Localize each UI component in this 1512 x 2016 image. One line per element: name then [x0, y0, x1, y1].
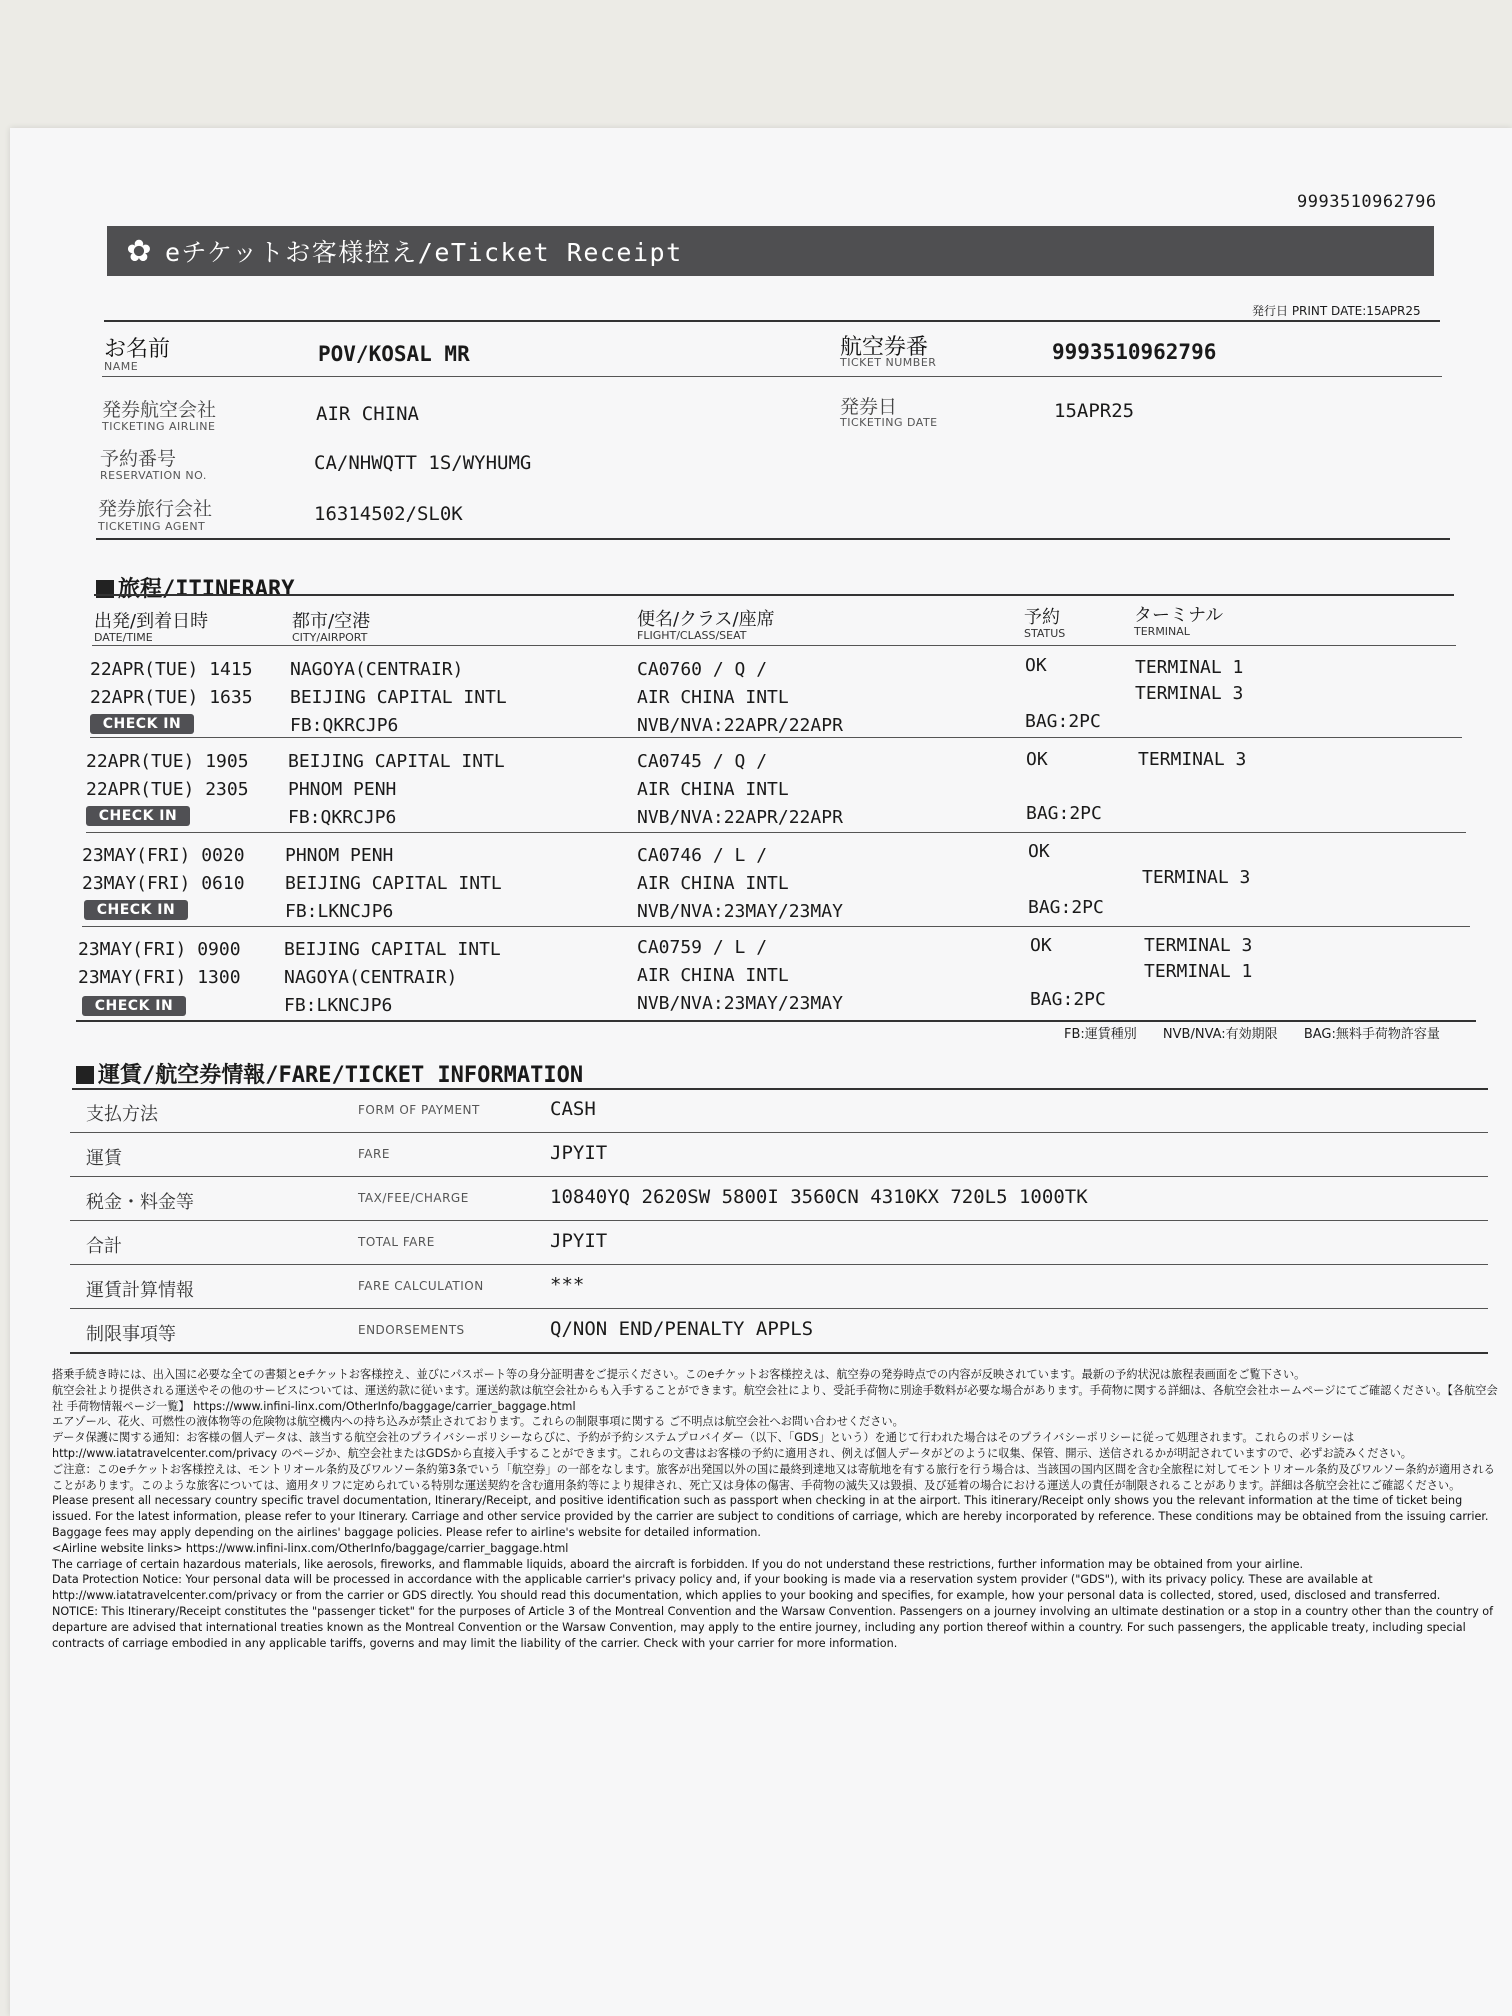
legend-nvb: NVB/NVA:有効期限 — [1162, 1027, 1278, 1042]
col-status-en: STATUS — [1024, 627, 1066, 640]
arrival-datetime: 22APR(TUE) 1635 — [90, 687, 253, 708]
endorsements-label-en: ENDORSEMENTS — [358, 1323, 465, 1337]
calc-label-jp: 運賃計算情報 — [86, 1280, 194, 1301]
divider — [96, 538, 1450, 540]
arrival-city: BEIJING CAPITAL INTL — [290, 687, 507, 708]
airline-label-en: TICKETING AIRLINE — [102, 420, 216, 433]
fare-label-jp: 運賃 — [86, 1148, 122, 1169]
notice-paragraph: Data Protection Notice: Your personal data will be processed in accordance with the applicable carrier's privacy policy and, if your booking is made via a reservation system provider ("GDS"), with its privacy policy. These are available at http://www.iatatravelcenter.com/privacy or from the carrier or GDS directly. You should read this documentation, which applies to your booking and specifies, for example, how your personal data is collected, stored, used, disclosed and transferred. — [52, 1573, 1441, 1603]
tax-label-en: TAX/FEE/CHARGE — [358, 1191, 469, 1205]
carrier: AIR CHINA INTL — [637, 873, 789, 894]
fare-basis: FB:QKRCJP6 — [288, 807, 397, 828]
flight-segment — [90, 656, 1490, 748]
check-in-button[interactable]: CHECK IN — [82, 996, 186, 1016]
endorsements-value: Q/NON END/PENALTY APPLS — [550, 1318, 814, 1340]
fare-row-tax — [70, 1178, 1488, 1221]
col-city-jp: 都市/空港 — [292, 611, 371, 632]
carrier: AIR CHINA INTL — [637, 687, 789, 708]
baggage: BAG:2PC — [1028, 897, 1104, 918]
fare-label-en: FARE — [358, 1147, 390, 1161]
fare-row-total — [70, 1222, 1488, 1265]
departure-city: NAGOYA(CENTRAIR) — [290, 659, 464, 680]
notice-paragraph: The carriage of certain hazardous materials, like aerosols, fireworks, and flammable liquids, aboard the aircraft is forbidden. If you do not understand these restrictions, further information may be obtained from your airline. — [52, 1557, 1304, 1571]
ticket-number: 9993510962796 — [1052, 340, 1217, 364]
divider — [102, 376, 1442, 377]
tax-label-jp: 税金・料金等 — [86, 1192, 194, 1213]
validity: NVB/NVA:23MAY/23MAY — [637, 993, 843, 1014]
agent-label-jp: 発券旅行会社 — [98, 498, 213, 520]
name-label-jp: お名前 — [104, 337, 171, 362]
arrival-datetime: 23MAY(FRI) 0610 — [82, 873, 245, 894]
divider — [76, 1020, 1476, 1022]
fare-row-calc — [70, 1266, 1488, 1309]
fare-row-payment — [70, 1090, 1488, 1133]
validity: NVB/NVA:22APR/22APR — [637, 715, 843, 736]
arrival-datetime: 22APR(TUE) 2305 — [86, 779, 249, 800]
endorsements-label-jp: 制限事項等 — [86, 1324, 176, 1345]
arrival-city: NAGOYA(CENTRAIR) — [284, 967, 458, 988]
total-value: JPYIT — [550, 1230, 608, 1252]
col-flight-en: FLIGHT/CLASS/SEAT — [637, 629, 747, 642]
name-label-en: NAME — [104, 360, 139, 373]
ticketing-agent: 16314502/SL0K — [314, 503, 463, 525]
fare-title: 運賃/航空券情報/FARE/TICKET INFORMATION — [76, 1058, 583, 1089]
notices — [52, 1367, 1500, 1651]
title-bar — [107, 226, 1434, 276]
arrival-datetime: 23MAY(FRI) 1300 — [78, 967, 241, 988]
check-in-button[interactable]: CHECK IN — [86, 806, 190, 826]
tax-value: 10840YQ 2620SW 5800I 3560CN 4310KX 720L5 1000TK — [550, 1186, 1088, 1208]
notice-paragraph: エアゾール、花火、可燃性の液体物等の危険物は航空機内への持ち込みが禁止されております。これらの制限事項に関する ご不明点は航空会社へお問い合わせください。 — [52, 1415, 904, 1429]
departure-datetime: 22APR(TUE) 1905 — [86, 751, 249, 772]
arrival-city: BEIJING CAPITAL INTL — [285, 873, 502, 894]
print-date: 発行日 PRINT DATE:15APR25 — [1252, 304, 1421, 318]
notice-paragraph: Please present all necessary country specific travel documentation, Itinerary/Receipt, and positive identification such as passport when checking in at the airport. This itinerary/Receipt only shows you the relevant information at the time of ticket being issued. For the latest information, please refer to your Itinerary. Carriage and other service provided by the carrier are subject to conditions of carriage, which are hereby incorporated by reference. These conditions may be obtained from the issuing carrier. Baggage fees may apply depending on the airlines' baggage policies. Please refer to airline's website for detailed information. — [52, 1494, 1489, 1539]
calc-label-en: FARE CALCULATION — [358, 1279, 484, 1293]
terminal-arr: TERMINAL 3 — [1142, 867, 1251, 888]
divider — [94, 594, 1454, 596]
ticket-number-top: 9993510962796 — [1297, 192, 1437, 212]
fare-basis: FB:LKNCJP6 — [285, 901, 394, 922]
fare-row-endorsements — [70, 1310, 1488, 1354]
payment-label-jp: 支払方法 — [86, 1104, 158, 1125]
notice-paragraph: 搭乗手続き時には、出入国に必要な全ての書類とeチケットお客様控え、並びにパスポート等の身分証明書をご提示ください。このeチケットお客様控えは、航空券の発券時点での内容が反映されています。最新の予約状況は旅程表画面をご覧下さい。 — [52, 1368, 1306, 1381]
notice-paragraph: ご注意：このeチケットお客様控えは、モントリオール条約及びワルソー条約第3条でいう「航空券」の一部をなします。旅客が出発国以外の国に最終到達地又は寄航地を有する旅行を行う場合は、当該国の国内区間を含む全旅程に対してモントリオール条約及びワルソー条約が適用されることがあります。このような旅客については、適用タリフに定められている特別な運送契約を含む適用条約等により規律され、死亡又は身体の傷害、手荷物の滅失又は毀損、及び延着の場合における運送人の責任が制限されることがあります。詳細は各航空会社にご確認ください。 — [52, 1462, 1495, 1492]
flight-class: CA0760 / Q / — [637, 659, 768, 680]
legend-bag: BAG:無料手荷物許容量 — [1303, 1027, 1440, 1042]
col-city-en: CITY/AIRPORT — [292, 631, 368, 644]
carrier: AIR CHINA INTL — [637, 779, 789, 800]
divider — [86, 832, 1466, 833]
itinerary-title: 旅程/ITINERARY — [96, 572, 294, 603]
date-label-en: TICKETING DATE — [840, 416, 938, 429]
fare-legend — [1064, 1023, 1462, 1042]
reservation-label-jp: 予約番号 — [100, 448, 177, 470]
col-date-en: DATE/TIME — [94, 631, 153, 644]
passenger-name: POV/KOSAL MR — [318, 342, 470, 366]
divider — [90, 737, 1462, 738]
col-date-jp: 出発/到着日時 — [94, 611, 209, 632]
carrier: AIR CHINA INTL — [637, 965, 789, 986]
terminal-dep: TERMINAL 1 — [1135, 657, 1244, 678]
fare-row-fare — [70, 1134, 1488, 1177]
total-label-en: TOTAL FARE — [358, 1235, 435, 1249]
flight-class: CA0759 / L / — [637, 937, 768, 958]
check-in-button[interactable]: CHECK IN — [90, 714, 194, 734]
ticket-no-label-jp: 航空券番 — [840, 335, 929, 360]
total-label-jp: 合計 — [86, 1236, 122, 1257]
payment-label-en: FORM OF PAYMENT — [358, 1103, 480, 1117]
notice-paragraph: <Airline website links> https://www.infini-linx.com/OtherInfo/baggage/carrier_baggage.html — [52, 1541, 569, 1555]
status: OK — [1028, 841, 1050, 862]
terminal-arr: TERMINAL 3 — [1135, 683, 1244, 704]
fare-value: JPYIT — [550, 1142, 608, 1164]
flight-class: CA0746 / L / — [637, 845, 768, 866]
flight-segment — [82, 842, 1482, 934]
reservation-number: CA/NHWQTT 1S/WYHUMG — [314, 452, 532, 474]
payment-value: CASH — [550, 1098, 596, 1120]
validity: NVB/NVA:22APR/22APR — [637, 807, 843, 828]
departure-datetime: 23MAY(FRI) 0020 — [82, 845, 245, 866]
departure-city: BEIJING CAPITAL INTL — [284, 939, 501, 960]
validity: NVB/NVA:23MAY/23MAY — [637, 901, 843, 922]
legend-fb: FB:運賃種別 — [1064, 1027, 1137, 1042]
ticketing-airline: AIR CHINA — [316, 403, 419, 425]
arrival-city: PHNOM PENH — [288, 779, 397, 800]
notice-paragraph: 航空会社より提供される運送やその他のサービスについては、運送約款に従います。運送約款は航空会社からも入手することができます。航空会社により、受託手荷物に別途手数料が必要な場合があります。手荷物に関する詳細は、各航空会社ホームページにてご確認ください。【各航空会社 手荷物情報ページ一覧】 https://www.infini-linx.com/OtherInfo/baggage/carrier_baggage.html — [52, 1383, 1498, 1413]
flower-icon: ✿ — [126, 233, 152, 269]
terminal-dep: TERMINAL 3 — [1144, 935, 1253, 956]
check-in-button[interactable]: CHECK IN — [84, 900, 188, 920]
terminal-dep: TERMINAL 3 — [1138, 749, 1247, 770]
divider — [82, 926, 1470, 927]
baggage: BAG:2PC — [1030, 989, 1106, 1010]
divider — [104, 320, 1440, 322]
departure-datetime: 23MAY(FRI) 0900 — [78, 939, 241, 960]
divider — [92, 645, 1456, 646]
notice-paragraph: NOTICE: This Itinerary/Receipt constitutes the "passenger ticket" for the purposes of Article 3 of the Montreal Convention and the Warsaw Convention. Passengers on a journey involving an ultimate destination or a stop in a country other than the country of departure are advised that international treaties known as the Montreal Convention or the Warsaw Convention, may apply to the entire journey, including any portion thereof within a country. For such passengers, the applicable treaty, including special contracts of carriage embodied in any applicable tariffs, governs and may limit the liability of the carrier. Check with your carrier for more information. — [52, 1604, 1494, 1650]
page-title: eチケットお客様控え/eTicket Receipt — [165, 238, 683, 267]
departure-city: PHNOM PENH — [285, 845, 394, 866]
date-label-jp: 発券日 — [840, 396, 898, 418]
airline-label-jp: 発券航空会社 — [102, 399, 217, 421]
col-terminal-jp: ターミナル — [1134, 605, 1224, 626]
ticketing-date: 15APR25 — [1054, 400, 1135, 422]
flight-class: CA0745 / Q / — [637, 751, 768, 772]
flight-segment — [78, 936, 1478, 1028]
reservation-label-en: RESERVATION NO. — [100, 469, 207, 482]
agent-label-en: TICKETING AGENT — [98, 520, 206, 533]
baggage: BAG:2PC — [1025, 711, 1101, 732]
fare-basis: FB:LKNCJP6 — [284, 995, 393, 1016]
fare-basis: FB:QKRCJP6 — [290, 715, 399, 736]
col-status-jp: 予約 — [1024, 607, 1060, 628]
status: OK — [1025, 655, 1047, 676]
flight-segment — [86, 748, 1486, 840]
departure-datetime: 22APR(TUE) 1415 — [90, 659, 253, 680]
baggage: BAG:2PC — [1026, 803, 1102, 824]
col-terminal-en: TERMINAL — [1134, 625, 1190, 638]
departure-city: BEIJING CAPITAL INTL — [288, 751, 505, 772]
calc-value: *** — [550, 1274, 585, 1296]
notice-paragraph: データ保護に関する通知：お客様の個人データは、該当する航空会社のプライバシーポリシーならびに、予約が予約システムプロバイダー（以下、「GDS」という）を通じて行われた場合はそのプライバシーポリシーに従って処理されます。これらのポリシーは http://www.iatatravelcenter.com/privacy のページか、航空会社またはGDSから直接入手することができます。これらの文書はお客様の予約に適用され、例えば個人データがどのように収集、保管、開示、送信されるかが明記されていますので、必ずお読みください。 — [52, 1431, 1412, 1460]
status: OK — [1030, 935, 1052, 956]
ticket-no-label-en: TICKET NUMBER — [840, 356, 937, 369]
col-flight-jp: 便名/クラス/座席 — [637, 609, 775, 630]
terminal-arr: TERMINAL 1 — [1144, 961, 1253, 982]
status: OK — [1026, 749, 1048, 770]
